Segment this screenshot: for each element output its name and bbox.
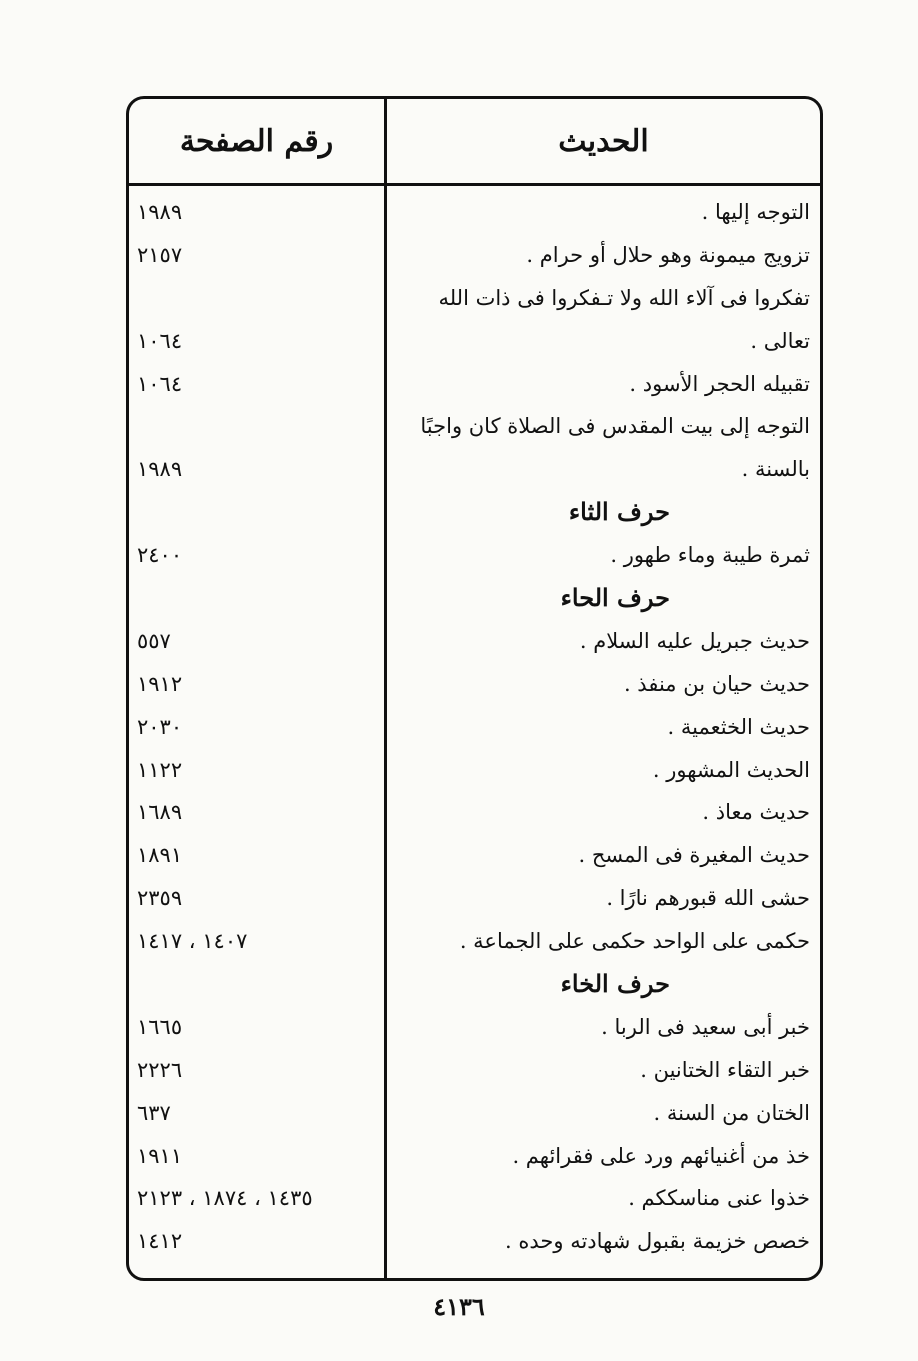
page-number: ٤١٣٦ (433, 1292, 485, 1321)
index-entry-row (129, 620, 820, 663)
hadith-text: تفكروا فى آلاء الله ولا تـفكروا فى ذات الله (438, 285, 810, 310)
page-number-column-header: رقم الصفحة (179, 123, 334, 159)
page-reference: ١٦٦٥ (137, 1014, 183, 1039)
index-entry-row (129, 448, 820, 491)
hadith-text: خبر التقاء الختانين . (640, 1057, 810, 1082)
page-reference: ٢٠٣٠ (137, 714, 183, 739)
hadith-text: خبر أبى سعيد فى الربا . (601, 1014, 810, 1039)
section-title: حرف الثاء (568, 497, 670, 527)
page-reference: ١٤٣٥ ، ١٨٧٤ ، ٢١٢٣ (137, 1186, 313, 1211)
section-row (129, 963, 820, 1006)
index-table (126, 96, 823, 1281)
page-reference: ١٠٦٤ (137, 328, 183, 353)
hadith-text: التوجه إليها . (701, 200, 810, 224)
page-reference: ٥٥٧ (137, 628, 171, 653)
section-title: حرف الخاء (560, 969, 670, 999)
index-entry-row (129, 277, 820, 320)
page-reference: ١٩١١ (137, 1143, 183, 1168)
hadith-text: حديث جبريل عليه السلام . (579, 628, 810, 653)
hadith-text: الحديث المشهور . (652, 757, 810, 782)
hadith-text: ثمرة طيبة وماء طهور . (610, 543, 810, 568)
index-entry-row (129, 191, 820, 234)
section-row (129, 491, 820, 534)
section-title: حرف الحاء (560, 583, 670, 613)
index-entry-row (129, 791, 820, 834)
hadith-text: حشى الله قبورهم نارًا . (606, 886, 810, 911)
index-entry-row (129, 363, 820, 406)
index-rows (129, 191, 820, 1263)
page-reference: ١٤٠٧ ، ١٤١٧ (137, 929, 248, 954)
page-reference: ١١٢٢ (137, 757, 183, 782)
index-entry-row (129, 1177, 820, 1220)
index-entry-row (129, 877, 820, 920)
hadith-text: خذ من أغنيائهم ورد على فقرائهم . (512, 1143, 810, 1168)
hadith-text: بالسنة . (741, 457, 810, 482)
index-entry-row (129, 920, 820, 963)
hadith-text: حديث الخثعمية . (667, 714, 810, 739)
page-reference: ١٩١٢ (137, 671, 183, 696)
index-entry-row (129, 1220, 820, 1263)
index-entry-row (129, 1049, 820, 1092)
index-entry-row (129, 534, 820, 577)
index-entry-row (129, 663, 820, 706)
index-entry-row (129, 706, 820, 749)
page-reference: ٢١٥٧ (137, 242, 183, 267)
index-entry-row (129, 1092, 820, 1135)
page-reference: ١٦٨٩ (137, 800, 183, 825)
hadith-text: حديث معاذ . (702, 800, 810, 825)
hadith-text: تقبيله الحجر الأسود . (629, 371, 810, 396)
header-divider (129, 183, 820, 186)
index-entry-row (129, 749, 820, 792)
hadith-column-header: الحديث (558, 123, 649, 159)
section-row (129, 577, 820, 620)
page-reference: ٢٢٢٦ (137, 1057, 183, 1082)
index-entry-row (129, 1135, 820, 1178)
hadith-text: التوجه إلى بيت المقدس فى الصلاة كان واجبًا (420, 414, 810, 439)
page-reference: ٢٤٠٠ (137, 543, 183, 568)
hadith-text: تزويج ميمونة وهو حلال أو حرام . (526, 242, 810, 267)
page-reference: ١٠٦٤ (137, 371, 183, 396)
index-entry-row (129, 1006, 820, 1049)
page-reference: ١٩٨٩ (137, 457, 183, 482)
hadith-text: الختان من السنة . (653, 1100, 810, 1125)
page-reference: ١٩٨٩ (137, 200, 183, 224)
page-reference: ٦٣٧ (137, 1100, 171, 1125)
hadith-text: خذوا عنى مناسككم . (628, 1186, 810, 1211)
hadith-text: تعالى . (750, 328, 810, 353)
page-reference: ١٨٩١ (137, 843, 183, 868)
index-entry-row (129, 405, 820, 448)
hadith-text: حكمى على الواحد حكمى على الجماعة . (459, 929, 810, 954)
index-entry-row (129, 320, 820, 363)
hadith-text: حديث حيان بن منفذ . (623, 671, 810, 696)
page-reference: ١٤١٢ (137, 1229, 183, 1254)
hadith-text: خصص خزيمة بقبول شهادته وحده . (505, 1229, 810, 1254)
index-entry-row (129, 834, 820, 877)
page-reference: ٢٣٥٩ (137, 886, 183, 911)
hadith-text: حديث المغيرة فى المسح . (578, 843, 810, 868)
index-entry-row (129, 234, 820, 277)
